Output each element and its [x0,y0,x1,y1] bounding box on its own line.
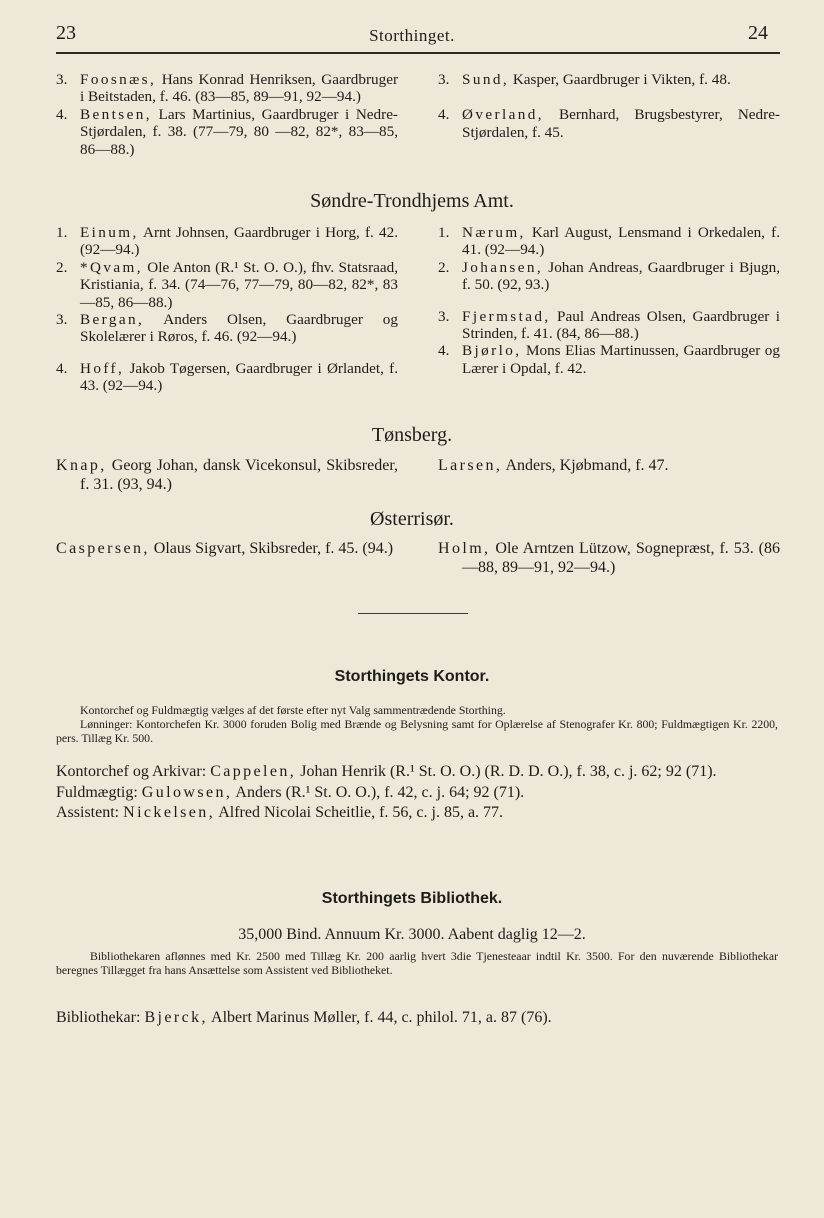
member-name: Øverland, [462,106,544,124]
sondre-right-column [438,224,780,377]
staff-role: Bibliothekar: [56,1009,141,1026]
section-heading-osterrisor: Østerrisør. [370,508,454,530]
staff-entry: Fuldmægtig: Gulowsen, Anders (R.¹ St. O. O.), f. 42, c. j. 64; 92 (71). [56,783,525,801]
page-number-left: 23 [56,22,76,44]
member-name: Foosnæs, [80,71,157,88]
staff-role: Kontorchef og Arkivar: [56,763,207,780]
member-name: Caspersen, [56,540,150,557]
nordre-left-column [56,71,398,158]
member-entry: Caspersen, Olaus Sigvart, Skibsreder, f. 45. (94.) [56,540,394,557]
member-entry: Larsen, Anders, Kjøbmand, f. 47. [438,457,669,474]
member-entry: 3. Bergan, Anders Olsen, Gaardbruger og Skolelærer i Røros, f. 46. (92—94.) [56,311,398,346]
staff-name: Gulowsen, [141,783,233,801]
member-entry: Knap, Georg Johan, dansk Vicekonsul, Skibsreder, f. 31. (93, 94.) [56,457,398,493]
staff-role: Fuldmægtig: [56,783,138,801]
member-name: Fjermstad, [462,307,551,325]
section-heading-tonsberg: Tønsberg. [371,424,453,446]
staff-entry: Bibliothekar: Bjerck, Albert Marinus Møller, f. 44, c. philol. 71, a. 87 (76). [56,1009,552,1026]
member-name: Nærum, [462,224,526,241]
tonsberg-right [438,456,780,475]
section-heading-bibliothek: Storthingets Bibliothek. [321,890,503,907]
member-entry: Holm, Ole Arntzen Lützow, Sognepræst, f. 53. (86—88, 89—91, 92—94.) [438,540,780,576]
member-name: Einum, [80,224,139,241]
section-heading-kontor: Storthingets Kontor. [334,668,490,685]
staff-name: Nickelsen, [123,804,216,821]
member-entry: 1. Nærum, Karl August, Lensmand i Orkedalen, f. 41. (92—94.) [438,224,780,259]
member-entry: 3. Sund, Kasper, Gaardbruger i Vikten, f. 48. [438,71,731,88]
kontor-staff [56,762,780,824]
member-name: Sund, [462,71,510,88]
section-divider [358,613,468,614]
kontor-notes [56,704,778,745]
member-entry: 3. Fjermstad, Paul Andreas Olsen, Gaardbruger i Strinden, f. 41. (84, 86—88.) [438,307,780,343]
page-number-right: 24 [748,22,768,44]
running-title: Storthinget. [369,26,455,45]
bibliothek-staff [56,1008,780,1029]
bibliothek-note: Bibliothekaren aflønnes med Kr. 2500 med Tillæg Kr. 200 aarlig hvert 3die Tjenesteaar indtil Kr. 3500. For den nuværende Bibliothekar beregnes Tillægget fra hans Ansættelse som Assistent ved Bibliotheket. [56,949,778,977]
nordre-right-column [438,71,780,141]
osterrisor-left [56,539,398,558]
member-name: *Qvam, [80,258,143,276]
sondre-left-column [56,224,398,395]
page-header [56,22,768,52]
member-name: Knap, [56,457,107,474]
member-name: Holm, [438,540,491,557]
member-entry: 3. Foosnæs, Hans Konrad Henriksen, Gaardbruger i Beitstaden, f. 46. (83—85, 89—91, 92—94.) [56,71,398,106]
member-entry: 4. Hoff, Jakob Tøgersen, Gaardbruger i Ørlandet, f. 43. (92—94.) [56,359,398,395]
kontor-note-salaries: Lønninger: Kontorchefen Kr. 3000 foruden Bolig med Brænde og Belysning samt for Oplærelse af Stenografer Kr. 800; Fuldmægtigen Kr. 2200, pers. Tillæg Kr. 500. [56,716,778,745]
tonsberg-left [56,456,398,494]
member-entry: 1. Einum, Arnt Johnsen, Gaardbruger i Horg, f. 42. (92—94.) [56,224,398,259]
member-name: Hoff, [80,359,125,377]
member-entry: 2. Johansen, Johan Andreas, Gaardbruger i Bjugn, f. 50. (92, 93.) [438,258,780,294]
section-heading-sondre: Søndre-Trondhjems Amt. [310,190,514,212]
member-name: Bergan, [80,311,145,329]
member-entry: 4. Bentsen, Lars Martinius, Gaardbruger i Nedre-Stjørdalen, f. 38. (77—79, 80 —82, 82*, 83—85, 86—88.) [56,105,398,158]
osterrisor-right [438,539,780,577]
staff-name: Cappelen, [210,763,297,780]
staff-role: Assistent: [56,804,120,821]
header-rule [56,52,780,54]
member-name: Johansen, [462,258,544,276]
member-entry: 4. Øverland, Bernhard, Brugsbestyrer, Nedre-Stjørdalen, f. 45. [438,106,780,141]
member-entry: 4. Bjørlo, Mons Elias Martinussen, Gaardbruger og Lærer i Opdal, f. 42. [438,342,780,377]
kontor-note-election: Kontorchef og Fuldmægtig vælges af det første efter nyt Valg sammentrædende Storthing. [80,703,506,717]
staff-name: Bjerck, [144,1009,208,1026]
bibliothek-summary: 35,000 Bind. Annuum Kr. 3000. Aabent daglig 12—2. [238,926,586,943]
member-name: Bjørlo, [462,342,522,360]
member-name: Larsen, [438,457,503,474]
member-name: Bentsen, [80,105,152,123]
staff-entry: Kontorchef og Arkivar: Cappelen, Johan Henrik (R.¹ St. O. O.) (R. D. D. O.), f. 38, c. j. 62; 92 (71). [56,763,717,780]
member-entry: 2. *Qvam, Ole Anton (R.¹ St. O. O.), fhv. Statsraad, Kristiania, f. 34. (74—76, 77—79, 80—82, 82*, 83—85, 86—88.) [56,258,398,311]
staff-entry: Assistent: Nickelsen, Alfred Nicolai Scheitlie, f. 56, c. j. 85, a. 77. [56,804,504,821]
